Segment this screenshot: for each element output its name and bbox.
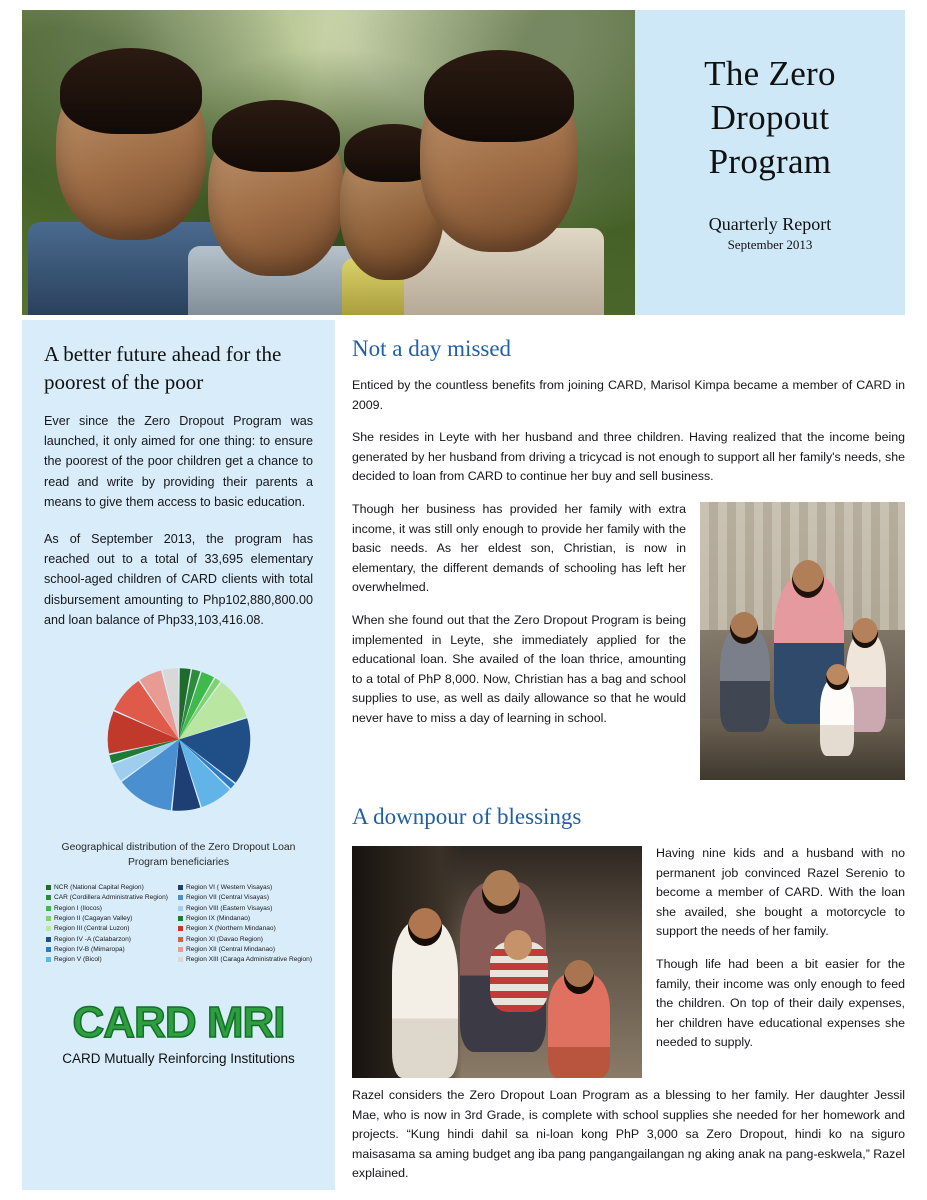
legend-label: Region XIII (Caraga Administrative Region) — [185, 956, 313, 964]
s2-paragraph-1: Having nine kids and a husband with no permanent job convinced Razel Serenio to become a member of CARD. With the loan she availed, she bought a motorcycle to support the needs of her family. — [656, 845, 905, 939]
s1-paragraph-3: Though her business has provided her family with extra income, it was still only enough to provide her family with the basic needs. As her eldest son, Christian, is now in elementary, the different demands of schooling has left her overwhelmed. — [352, 501, 686, 595]
legend-swatch — [178, 916, 183, 921]
legend-item — [178, 936, 312, 943]
pie-chart — [64, 647, 294, 832]
legend-label: Region IV -A (Calabarzon) — [54, 935, 131, 943]
legend-label: Region XI (Davao Region) — [185, 935, 263, 943]
legend-item — [178, 915, 312, 922]
legend-item — [178, 905, 312, 912]
legend-swatch — [46, 906, 51, 911]
logo-wordmark: CARD MRI — [72, 997, 285, 1047]
legend-label: Region VIII (Eastern Visayas) — [185, 904, 273, 912]
section-title-not-a-day-missed: Not a day missed — [352, 336, 512, 361]
legend-swatch — [46, 957, 51, 962]
legend-swatch — [46, 926, 51, 931]
s1-paragraph-2: She resides in Leyte with her husband and three children. Having realized that the income being generated by her husband from driving a tricycad is not enough to support all her family's needs, she decided to loan from CARD to continue her buy and sell business. — [352, 430, 905, 484]
photo-razel-family — [352, 846, 642, 1078]
legend-swatch — [46, 895, 51, 900]
legend-item — [46, 915, 168, 922]
card-mri-logo — [44, 997, 313, 1066]
legend-item — [46, 956, 168, 963]
legend-swatch — [46, 916, 51, 921]
legend-swatch — [178, 906, 183, 911]
legend-swatch — [178, 957, 183, 962]
legend-item — [46, 894, 168, 901]
legend-item — [178, 946, 312, 953]
sidebar-paragraph-2: As of September 2013, the program has reached out to a total of 33,695 elementary school-aged children of CARD clients with total disbursement amounting to Php102,880,800.00 and loan balance of Php33,103,416.08. — [44, 531, 313, 628]
legend-label: Region VI ( Western Visayas) — [185, 883, 273, 891]
legend-item — [46, 936, 168, 943]
legend-swatch — [178, 947, 183, 952]
report-type: Quarterly Report — [708, 214, 832, 235]
legend-label: Region I (Ilocos) — [54, 904, 103, 912]
hero-title-line1: The Zero — [704, 54, 836, 93]
s1-paragraph-4: When she found out that the Zero Dropout Program is being implemented in Leyte, she immediately applied for the educational loan. She availed of the loan thrice, amounting to a total of PhP 8,000. Now, Christian has a bag and school supplies to use, as well as daily allowance so that he would never have to miss a day of learning in school. — [352, 612, 686, 725]
legend-label: Region X (Northern Mindanao) — [185, 925, 276, 933]
legend-swatch — [46, 947, 51, 952]
legend-swatch — [178, 885, 183, 890]
pie-chart-block — [44, 647, 313, 967]
legend-label: Region IX (Mindanao) — [185, 914, 251, 922]
photo-marisol-family — [700, 502, 905, 780]
report-date: September 2013 — [727, 237, 813, 253]
sidebar-column — [22, 320, 335, 1190]
section2-photo-flow — [352, 844, 905, 1086]
legend-swatch — [178, 937, 183, 942]
legend-swatch — [46, 937, 51, 942]
hero-banner — [22, 10, 905, 315]
hero-title-line3: Program — [708, 142, 832, 182]
s2-paragraph-3: Razel considers the Zero Dropout Loan Program as a blessing to her family. Her daughter Jessil Mae, who is now in 3rd Grade, is complete with school supplies she needed for her homework and projects. “Kung hindi dahil sa ni-loan kong PhP 3,000 sa Zero Dropout, hindi ko na siguro maisasama sa aming budget ang iba pang pangangailangan ng aking anak na pang-eskwela,” Razel explained. — [352, 1087, 905, 1181]
legend-label: Region IV-B (Mimaropa) — [54, 946, 125, 954]
legend-item — [46, 925, 168, 932]
legend-item — [178, 884, 312, 891]
legend-swatch — [178, 926, 183, 931]
legend-label: Region XII (Central Mindanao) — [185, 946, 276, 954]
legend-label: CAR (Cordillera Administrative Region) — [54, 894, 168, 902]
s2-paragraph-2: Though life had been a bit easier for the family, their income was only enough to feed the children. On top of their daily expenses, her children have educational expenses she needed to supply. — [656, 956, 905, 1050]
hero-photo-children — [22, 10, 635, 315]
legend-label: Region VII (Central Visayas) — [185, 894, 270, 902]
pie-slice — [121, 739, 178, 810]
legend-item — [46, 946, 168, 953]
chart-caption: Geographical distribution of the Zero Dropout Loan Program beneficiaries — [61, 841, 296, 868]
chart-legend — [46, 884, 311, 967]
legend-swatch — [178, 895, 183, 900]
section1-photo-flow — [352, 500, 905, 788]
legend-item — [46, 905, 168, 912]
legend-label: Region II (Cagayan Valley) — [54, 914, 133, 922]
legend-item — [46, 884, 168, 891]
hero-title-panel — [635, 10, 905, 315]
legend-item — [178, 925, 312, 932]
sidebar-paragraph-1: Ever since the Zero Dropout Program was launched, it only aimed for one thing: to ensure the poorest of the poor children get a chance to read and write by providing their parents a means to give them access to basic education. — [44, 413, 313, 510]
main-column — [352, 320, 905, 1197]
legend-item — [178, 956, 312, 963]
section-title-downpour-of-blessings: A downpour of blessings — [352, 803, 582, 829]
sidebar-heading: A better future ahead for the poorest of the poor — [44, 342, 282, 395]
hero-title-line2: Dropout — [710, 98, 830, 138]
logo-tagline: CARD Mutually Reinforcing Institutions — [62, 1050, 295, 1066]
legend-swatch — [46, 885, 51, 890]
legend-label: NCR (National Capital Region) — [54, 883, 144, 891]
legend-label: Region V (Bicol) — [54, 956, 102, 964]
s1-paragraph-1: Enticed by the countless benefits from joining CARD, Marisol Kimpa became a member of CARD in 2009. — [352, 378, 905, 412]
legend-label: Region III (Central Luzon) — [54, 925, 130, 933]
legend-item — [178, 894, 312, 901]
